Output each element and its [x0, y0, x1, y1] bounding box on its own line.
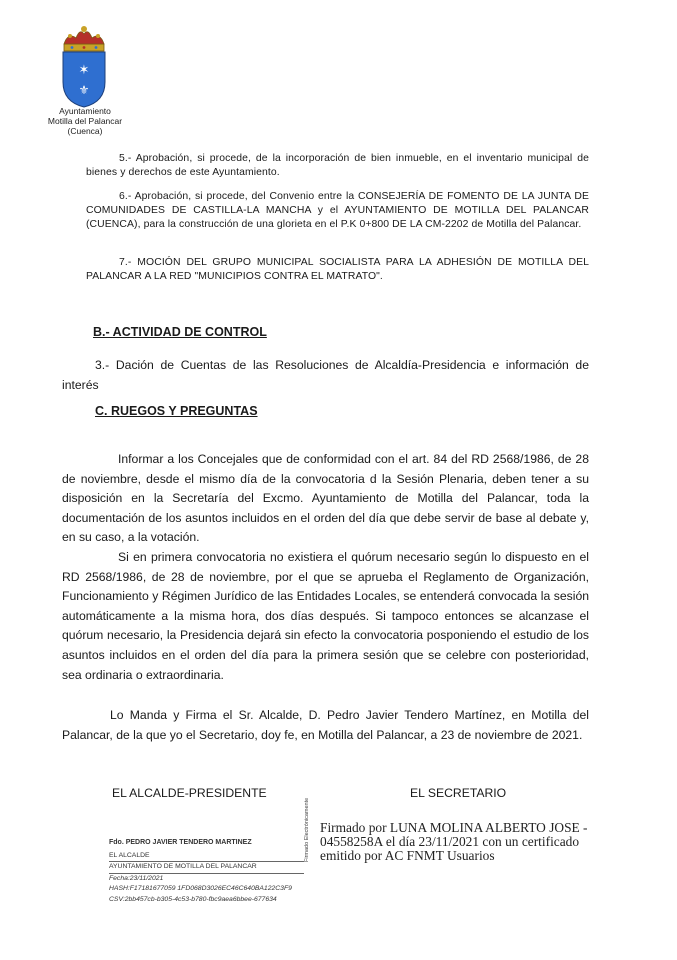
section-c-heading: C. RUEGOS Y PREGUNTAS — [95, 404, 258, 418]
shield-icon — [63, 52, 105, 107]
svg-text:✶: ✶ — [78, 63, 90, 78]
stamp-signer: Fdo. PEDRO JAVIER TENDERO MARTINEZ — [109, 839, 252, 846]
logo-caption — [30, 106, 140, 136]
stamp-org: AYUNTAMIENTO DE MOTILLA DEL PALANCAR — [109, 862, 304, 874]
caption-line: (Cuenca) — [67, 126, 103, 136]
paragraph-informar: Informar a los Concejales que de conformidad con el art. 84 del RD 2568/1986, de 28 de noviembre, desde el mismo día de la convocatoria d la Sesión Plenaria, deben tener a su disposición en la Secretaría del Excmo. Ayuntamiento de Motilla del Palancar, toda la documentación de los asuntos incluidos en el orden del día que debe servir de base al debate y, en su caso, a la votación. — [62, 452, 589, 545]
section-b-heading: B.- ACTIVIDAD DE CONTROL — [93, 325, 267, 339]
alcalde-title: EL ALCALDE-PRESIDENTE — [112, 786, 267, 800]
stamp-role: EL ALCALDE — [109, 851, 304, 863]
agenda-item-6: 6.- Aprobación, si procede, del Convenio entre la CONSEJERÍA DE FOMENTO DE LA JUNTA DE COMUNIDADES DE CASTILLA-LA MANCHA y el AYUNTAMIENTO DE MOTILLA DEL PALANCAR (CUENCA), para la construcción de una glorieta en el P.K 0+800 DE LA CM-2202 de Motilla del Palancar. — [86, 191, 589, 230]
agenda-item-5: 5.- Aprobación, si procede, de la incorporación de bien inmueble, en el inventario municipal de bienes y derechos de este Ayuntamiento. — [86, 153, 589, 178]
stamp-vertical-label: Firmado Electrónicamente — [304, 797, 310, 862]
paragraph-quorum: Si en primera convocatoria no existiera el quórum necesario según lo dispuesto en el RD 2568/1986, de 28 de noviembre, por el que se aprueba el Reglamento de Organización, Funcionamiento y Régimen Jurídico de las Entidades Locales, se entenderá convocada la sesión automáticamente a la misma hora, dos días después. Si tampoco entonces se alcanzase el quórum necesario, la Presidencia dejará sin efecto la convocatoria posponiendo el estudio de los asuntos incluidos en el orden del día para la primera sesión que se celebre con posterioridad, sea ordinaria o extraordinaria. — [62, 550, 589, 682]
agenda-item-3: 3.- Dación de Cuentas de las Resoluciones de Alcaldía-Presidencia e información de interés — [62, 358, 589, 392]
secretario-title: EL SECRETARIO — [410, 786, 507, 800]
stamp-hash: HASH:F17181677059 1FD068D3026EC46C640BA122C3F9 — [109, 885, 292, 892]
coat-of-arms-logo — [58, 24, 110, 108]
stamp-csv: CSV:2bb457cb-b305-4c53-b780-fbc9aea6bbee-677634 — [109, 895, 277, 903]
crown-icon — [64, 26, 104, 51]
stamp-date: Fecha:23/11/2021 — [109, 874, 164, 882]
svg-text:⚜: ⚜ — [78, 83, 90, 97]
agenda-item-7: 7.- MOCIÓN DEL GRUPO MUNICIPAL SOCIALISTA PARA LA ADHESIÓN DE MOTILLA DEL PALANCAR A LA RED "MUNICIPIOS CONTRA EL MATRATO". — [86, 257, 589, 282]
electronic-signature-stamp — [109, 838, 304, 905]
closing-paragraph: Lo Manda y Firma el Sr. Alcalde, D. Pedro Javier Tendero Martínez, en Motilla del Palancar, de la que yo el Secretario, doy fe, en Motilla del Palancar, a 23 de noviembre de 2021. — [62, 708, 589, 742]
caption-line: Motilla del Palancar — [47, 116, 123, 126]
caption-line: Ayuntamiento — [59, 106, 111, 116]
digital-signature-text: Firmado por LUNA MOLINA ALBERTO JOSE - 04558258A el día 23/11/2021 con un certificado emitido por AC FNMT Usuarios — [320, 820, 588, 863]
